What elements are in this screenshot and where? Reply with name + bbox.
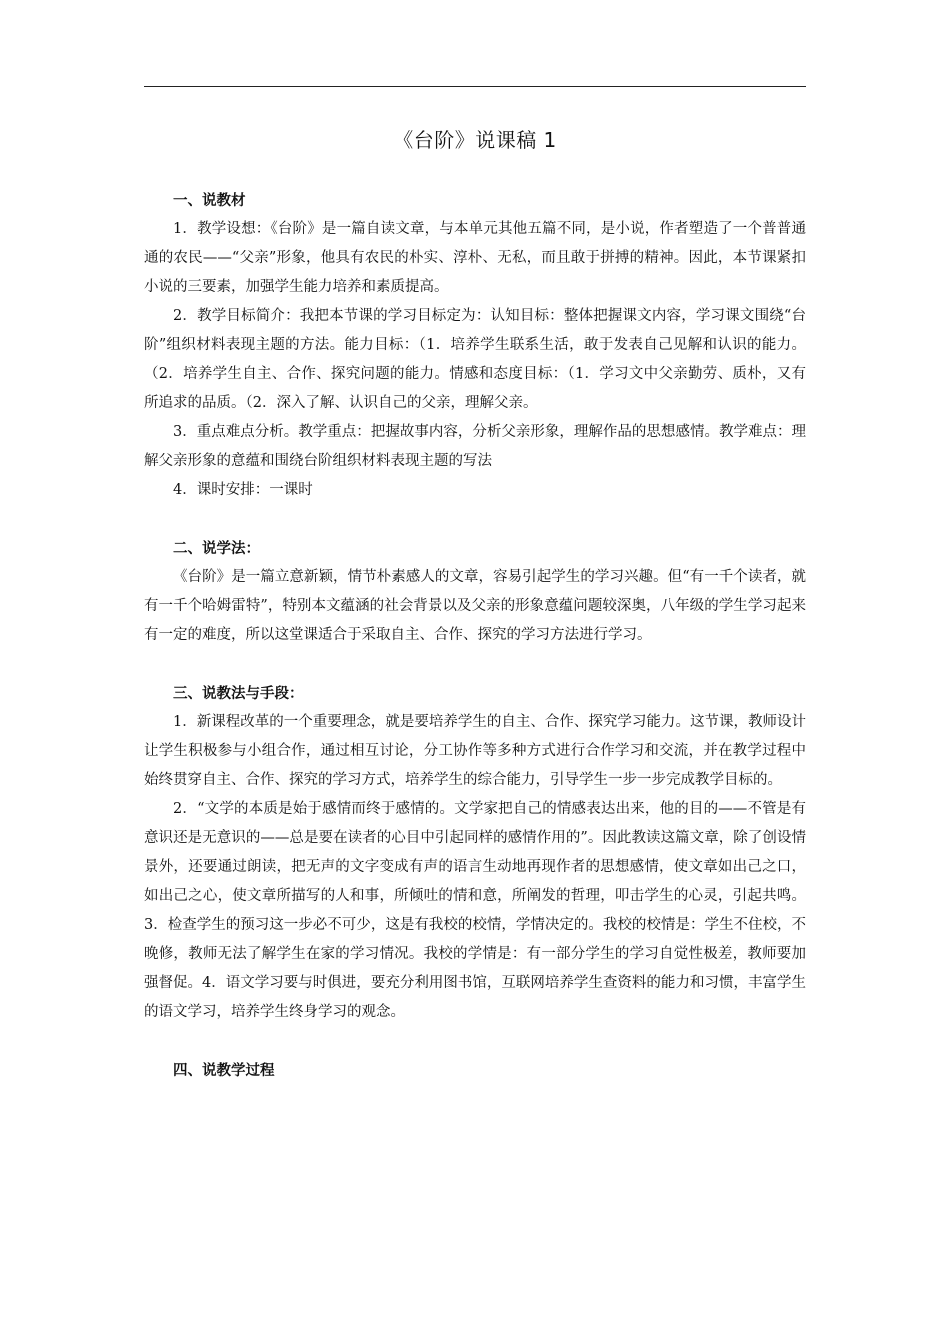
document-title: 《台阶》说课稿 1	[393, 128, 557, 152]
paragraph: 《台阶》是一篇立意新颖，情节朴素感人的文章，容易引起学生的学习兴趣。但“有一千个读者，就有一千个哈姆雷特”，特别本文蕴涵的社会背景以及父亲的形象意蕴问题较深奥，八年级的学生学习起来有一定的难度，所以这堂课适合于采取自主、合作、探究的学习方法进行学习。	[144, 569, 806, 643]
spacer	[144, 1027, 806, 1056]
spacer	[144, 650, 806, 679]
section-heading-4: 四、说教学过程	[173, 1062, 275, 1079]
spacer	[144, 505, 806, 534]
section-heading-2: 二、说学法：	[173, 540, 260, 557]
header-rule	[144, 86, 806, 87]
paragraph: 2．教学目标简介：我把本节课的学习目标定为：认知目标：整体把握课文内容，学习课文围绕“台阶”组织材料表现主题的方法。能力目标：（1．培养学生联系生活，敢于发表自己见解和认识的能力。（2．培养学生自主、合作、探究问题的能力。情感和态度目标：（1．学习文中父亲勤劳、质朴，又有所追求的品质。（2．深入了解、认识自己的父亲，理解父亲。	[144, 308, 806, 411]
document-body	[144, 186, 806, 1085]
paragraph: 1．教学设想：《台阶》是一篇自读文章，与本单元其他五篇不同，是小说，作者塑造了一个普普通通的农民——“父亲”形象，他具有农民的朴实、淳朴、无私，而且敢于拼搏的精神。因此，本节课紧扣小说的三要素，加强学生能力培养和素质提高。	[144, 221, 806, 295]
paragraph: 3．重点难点分析。教学重点：把握故事内容，分析父亲形象，理解作品的思想感情。教学难点：理解父亲形象的意蕴和围绕台阶组织材料表现主题的写法	[144, 424, 806, 469]
paragraph: 1．新课程改革的一个重要理念，就是要培养学生的自主、合作、探究学习能力。这节课，教师设计让学生积极参与小组合作，通过相互讨论，分工协作等多种方式进行合作学习和交流，并在教学过程中始终贯穿自主、合作、探究的学习方式，培养学生的综合能力，引导学生一步一步完成教学目标的。	[144, 714, 806, 788]
paragraph: 4．课时安排：一课时	[173, 482, 313, 498]
section-heading-1: 一、说教材	[173, 192, 246, 209]
paragraph: 2．“文学的本质是始于感情而终于感情的。文学家把自己的情感表达出来，他的目的——不管是有意识还是无意识的——总是要在读者的心目中引起同样的感情作用的”。因此教读这篇文章，除了创设情景外，还要通过朗读，把无声的文字变成有声的语言生动地再现作者的思想感情，使文章如出己之口，如出己之心，使文章所描写的人和事，所倾吐的情和意，所阐发的哲理，叩击学生的心灵，引起共鸣。3．检查学生的预习这一步必不可少，这是有我校的校情，学情决定的。我校的校情是：学生不住校，不晚修，教师无法了解学生在家的学习情况。我校的学情是：有一部分学生的学习自觉性极差，教师要加强督促。4．语文学习要与时俱进，要充分利用图书馆，互联网培养学生查资料的能力和习惯，丰富学生的语文学习，培养学生终身学习的观念。	[144, 801, 806, 1020]
section-heading-3: 三、说教法与手段：	[173, 685, 304, 702]
